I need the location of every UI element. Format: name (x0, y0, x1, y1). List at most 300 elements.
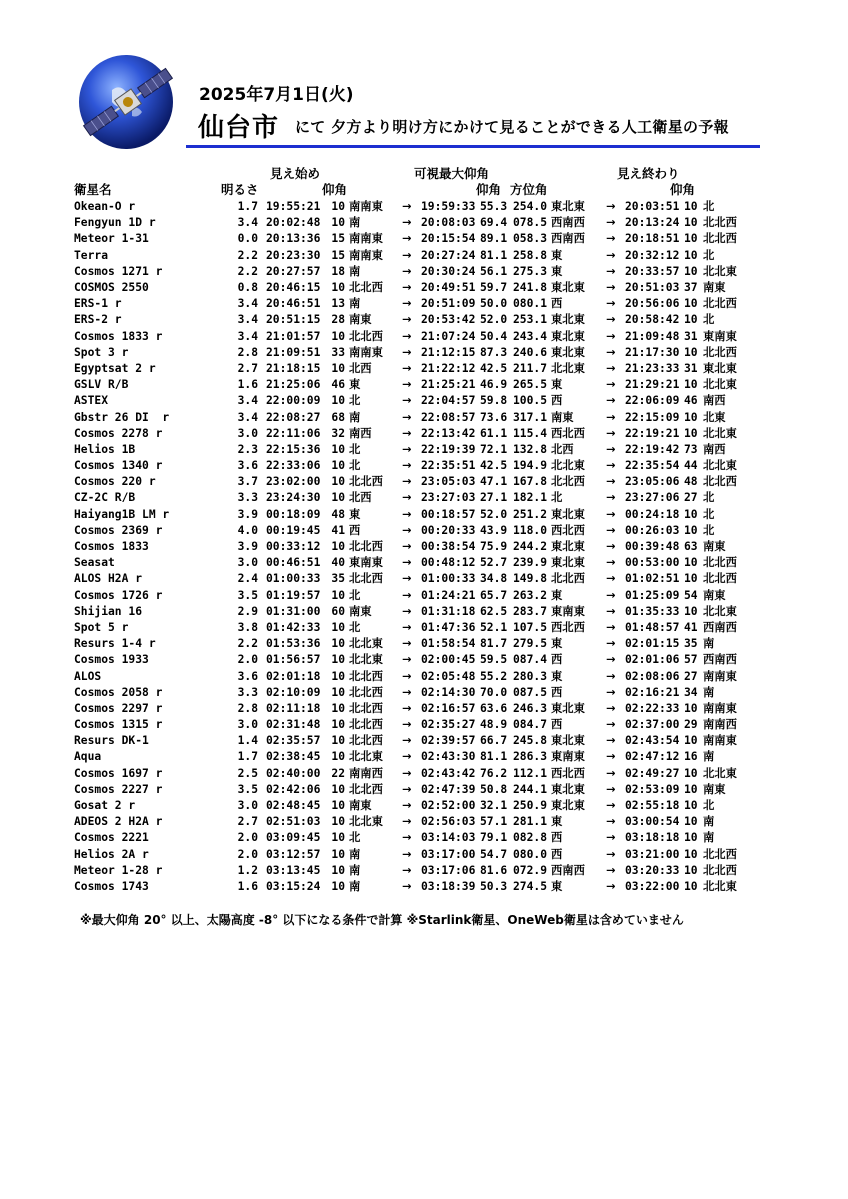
end-time: 23:27:06 (625, 491, 680, 505)
table-row (74, 361, 763, 377)
start-elevation: 10 (331, 459, 345, 473)
end-elevation: 16 (684, 750, 698, 764)
end-time: 20:56:06 (625, 297, 680, 311)
start-elevation: 10 (331, 620, 345, 634)
table-row (74, 766, 763, 782)
max-time: 20:15:54 (421, 232, 476, 246)
start-time: 01:56:57 (266, 653, 321, 667)
arrow-2: → (606, 734, 616, 748)
magnitude: 0.0 (237, 232, 258, 246)
start-direction: 北西 (349, 491, 372, 505)
max-time: 20:49:51 (421, 281, 476, 295)
city-name: 仙台市 (198, 113, 280, 143)
max-azimuth: 250.9 (513, 799, 548, 813)
end-time: 22:35:54 (625, 459, 680, 473)
end-direction: 北北西 (703, 556, 737, 570)
max-elevation: 59.8 (480, 394, 508, 408)
arrow-1: → (402, 604, 412, 618)
arrow-2: → (606, 378, 616, 392)
end-time: 21:29:21 (625, 378, 680, 392)
arrow-2: → (606, 329, 616, 343)
start-time: 22:33:06 (266, 459, 321, 473)
magnitude: 1.7 (237, 750, 258, 764)
max-direction: 東南東 (551, 604, 585, 618)
max-azimuth: 317.1 (513, 410, 548, 424)
max-time: 00:38:54 (421, 540, 476, 554)
max-direction: 東北東 (551, 782, 585, 796)
max-time: 20:30:24 (421, 264, 476, 278)
arrow-1: → (402, 507, 412, 521)
end-time: 20:58:42 (625, 313, 680, 327)
arrow-2: → (606, 410, 616, 424)
arrow-2: → (606, 523, 616, 537)
magnitude: 2.8 (237, 701, 258, 715)
arrow-1: → (402, 361, 412, 375)
start-direction: 南南東 (349, 345, 383, 359)
end-direction: 北北西 (703, 216, 737, 230)
end-direction: 南東 (703, 782, 726, 796)
magnitude: 3.4 (237, 410, 258, 424)
start-elevation: 48 (331, 507, 345, 521)
end-elevation: 57 (684, 653, 698, 667)
end-direction: 南西 (703, 394, 726, 408)
end-time: 20:03:51 (625, 200, 680, 214)
max-elevation: 75.9 (480, 540, 508, 554)
end-direction: 西南西 (703, 620, 737, 634)
start-elevation: 41 (331, 523, 345, 537)
table-row (74, 474, 763, 490)
start-time: 21:09:51 (266, 345, 321, 359)
max-time: 22:13:42 (421, 426, 476, 440)
start-time: 00:19:45 (266, 523, 321, 537)
arrow-2: → (606, 361, 616, 375)
max-elevation: 47.1 (480, 475, 508, 489)
start-direction: 南南東 (349, 200, 383, 214)
start-elevation: 22 (331, 766, 345, 780)
end-elevation: 44 (684, 459, 698, 473)
table-row (74, 248, 763, 264)
end-elevation: 10 (684, 200, 698, 214)
max-direction: 北北西 (551, 475, 585, 489)
arrow-1: → (402, 750, 412, 764)
start-time: 02:10:09 (266, 685, 321, 699)
max-azimuth: 239.9 (513, 556, 548, 570)
start-time: 01:19:57 (266, 588, 321, 602)
magnitude: 2.0 (237, 831, 258, 845)
start-elevation: 10 (331, 718, 345, 732)
max-elevation: 42.5 (480, 361, 508, 375)
start-time: 02:11:18 (266, 701, 321, 715)
table-row (74, 879, 763, 895)
satellite-name: Cosmos 2221 (74, 831, 149, 845)
end-direction: 北 (703, 507, 715, 521)
end-time: 22:06:09 (625, 394, 680, 408)
start-time: 23:02:00 (266, 475, 321, 489)
start-elevation: 10 (331, 653, 345, 667)
max-direction: 東 (551, 879, 563, 893)
max-direction: 東北東 (551, 556, 585, 570)
magnitude: 2.4 (237, 572, 258, 586)
start-direction: 北北東 (349, 815, 383, 829)
satellite-name: Cosmos 2369 r (74, 523, 163, 537)
end-elevation: 10 (684, 701, 698, 715)
header-group-end: 見え終わり (617, 166, 680, 181)
arrow-2: → (606, 815, 616, 829)
start-elevation: 10 (331, 669, 345, 683)
end-time: 20:18:51 (625, 232, 680, 246)
max-azimuth: 243.4 (513, 329, 548, 343)
start-time: 02:01:18 (266, 669, 321, 683)
start-elevation: 28 (331, 313, 345, 327)
max-azimuth: 080.0 (513, 847, 548, 861)
satellite-name: ALOS H2A r (74, 572, 143, 586)
max-direction: 東北東 (551, 701, 585, 715)
start-direction: 北北東 (349, 653, 383, 667)
max-time: 22:35:51 (421, 459, 476, 473)
arrow-1: → (402, 847, 412, 861)
start-direction: 北 (349, 831, 361, 845)
magnitude: 3.3 (237, 685, 258, 699)
arrow-2: → (606, 863, 616, 877)
start-time: 02:42:06 (266, 782, 321, 796)
end-elevation: 29 (684, 718, 698, 732)
table-row (74, 215, 763, 231)
max-direction: 東 (551, 378, 563, 392)
magnitude: 3.6 (237, 459, 258, 473)
end-direction: 西南西 (703, 653, 737, 667)
max-azimuth: 100.5 (513, 394, 548, 408)
end-elevation: 48 (684, 475, 698, 489)
arrow-2: → (606, 766, 616, 780)
max-azimuth: 245.8 (513, 734, 548, 748)
max-azimuth: 281.1 (513, 815, 548, 829)
end-direction: 東南東 (703, 329, 737, 343)
max-elevation: 34.8 (480, 572, 508, 586)
end-direction: 北北西 (703, 863, 737, 877)
end-direction: 南 (703, 637, 715, 651)
arrow-1: → (402, 410, 412, 424)
table-row (74, 701, 763, 717)
arrow-2: → (606, 572, 616, 586)
max-elevation: 52.0 (480, 313, 508, 327)
max-direction: 東 (551, 588, 563, 602)
table-row (74, 620, 763, 636)
start-elevation: 10 (331, 394, 345, 408)
arrow-2: → (606, 313, 616, 327)
max-elevation: 43.9 (480, 523, 508, 537)
magnitude: 1.2 (237, 863, 258, 877)
end-time: 02:22:33 (625, 701, 680, 715)
start-direction: 南 (349, 879, 361, 893)
table-row (74, 733, 763, 749)
max-direction: 東北東 (551, 345, 585, 359)
arrow-1: → (402, 297, 412, 311)
max-time: 19:59:33 (421, 200, 476, 214)
arrow-2: → (606, 604, 616, 618)
start-time: 21:25:06 (266, 378, 321, 392)
satellite-name: CZ-2C R/B (74, 491, 136, 505)
start-elevation: 10 (331, 815, 345, 829)
magnitude: 3.6 (237, 669, 258, 683)
table-row (74, 847, 763, 863)
header-magnitude: 明るさ (221, 182, 259, 197)
header-start-elevation: 仰角 (322, 182, 348, 197)
satellite-name: Resurs DK-1 (74, 734, 149, 748)
start-time: 00:46:51 (266, 556, 321, 570)
end-direction: 北 (703, 200, 715, 214)
max-azimuth: 087.4 (513, 653, 548, 667)
start-elevation: 15 (331, 248, 345, 262)
magnitude: 2.9 (237, 604, 258, 618)
start-elevation: 46 (331, 378, 345, 392)
max-direction: 東 (551, 248, 563, 262)
start-time: 03:09:45 (266, 831, 321, 845)
max-direction: 西北西 (551, 426, 585, 440)
arrow-2: → (606, 831, 616, 845)
start-elevation: 10 (331, 216, 345, 230)
start-time: 03:15:24 (266, 879, 321, 893)
start-direction: 北 (349, 459, 361, 473)
max-elevation: 55.3 (480, 200, 508, 214)
start-direction: 南 (349, 216, 361, 230)
max-azimuth: 263.2 (513, 588, 548, 602)
satellite-name: Helios 1B (74, 442, 136, 456)
end-direction: 南 (703, 815, 715, 829)
magnitude: 3.9 (237, 540, 258, 554)
magnitude: 2.3 (237, 442, 258, 456)
satellite-name: Gbstr 26 DI r (74, 410, 170, 424)
end-direction: 北北東 (703, 766, 737, 780)
table-row (74, 798, 763, 814)
max-elevation: 56.1 (480, 264, 508, 278)
end-time: 03:20:33 (625, 863, 680, 877)
max-elevation: 81.1 (480, 248, 508, 262)
end-elevation: 31 (684, 329, 698, 343)
start-elevation: 13 (331, 297, 345, 311)
satellite-name: Cosmos 2227 r (74, 782, 163, 796)
table-row (74, 555, 763, 571)
max-time: 03:14:03 (421, 831, 476, 845)
start-elevation: 10 (331, 540, 345, 554)
start-direction: 南東 (349, 313, 372, 327)
max-direction: 西 (551, 718, 563, 732)
max-time: 01:47:36 (421, 620, 476, 634)
max-azimuth: 194.9 (513, 459, 548, 473)
max-azimuth: 286.3 (513, 750, 548, 764)
end-time: 00:39:48 (625, 540, 680, 554)
table-row (74, 442, 763, 458)
max-elevation: 81.7 (480, 637, 508, 651)
max-direction: 南東 (551, 410, 574, 424)
end-time: 01:25:09 (625, 588, 680, 602)
end-elevation: 10 (684, 378, 698, 392)
start-direction: 南西 (349, 426, 372, 440)
max-direction: 西北西 (551, 523, 585, 537)
start-direction: 北 (349, 394, 361, 408)
max-azimuth: 115.4 (513, 426, 548, 440)
max-azimuth: 251.2 (513, 507, 548, 521)
end-elevation: 37 (684, 281, 698, 295)
arrow-2: → (606, 459, 616, 473)
start-direction: 北北西 (349, 572, 383, 586)
end-elevation: 10 (684, 297, 698, 311)
satellite-name: GSLV R/B (74, 378, 129, 392)
satellite-name: Spot 5 r (74, 620, 129, 634)
satellite-name: Okean-O r (74, 200, 136, 214)
end-time: 02:01:06 (625, 653, 680, 667)
start-direction: 東南東 (349, 556, 383, 570)
arrow-1: → (402, 637, 412, 651)
max-elevation: 72.1 (480, 442, 508, 456)
satellite-name: Fengyun 1D r (74, 216, 156, 230)
arrow-1: → (402, 378, 412, 392)
end-elevation: 10 (684, 847, 698, 861)
max-time: 01:58:54 (421, 637, 476, 651)
max-direction: 西 (551, 653, 563, 667)
max-direction: 北西 (551, 442, 574, 456)
table-row (74, 312, 763, 328)
end-elevation: 27 (684, 491, 698, 505)
arrow-2: → (606, 442, 616, 456)
max-direction: 東北東 (551, 734, 585, 748)
table-row (74, 668, 763, 684)
start-direction: 北北西 (349, 281, 383, 295)
magnitude: 2.2 (237, 264, 258, 278)
arrow-2: → (606, 669, 616, 683)
satellite-name: ADEOS 2 H2A r (74, 815, 163, 829)
arrow-2: → (606, 540, 616, 554)
max-azimuth: 240.6 (513, 345, 548, 359)
end-time: 01:48:57 (625, 620, 680, 634)
end-elevation: 10 (684, 766, 698, 780)
arrow-1: → (402, 345, 412, 359)
max-elevation: 50.3 (480, 879, 508, 893)
max-time: 01:31:18 (421, 604, 476, 618)
table-row (74, 685, 763, 701)
max-time: 02:00:45 (421, 653, 476, 667)
end-time: 03:22:00 (625, 879, 680, 893)
max-azimuth: 080.1 (513, 297, 548, 311)
satellite-name: Meteor 1-28 r (74, 863, 163, 877)
max-direction: 東 (551, 669, 563, 683)
start-time: 23:24:30 (266, 491, 321, 505)
satellite-name: ERS-2 r (74, 313, 122, 327)
arrow-1: → (402, 491, 412, 505)
table-row (74, 814, 763, 830)
end-elevation: 10 (684, 799, 698, 813)
magnitude: 3.4 (237, 329, 258, 343)
start-elevation: 10 (331, 750, 345, 764)
arrow-2: → (606, 264, 616, 278)
start-elevation: 60 (331, 604, 345, 618)
title-underline (186, 145, 760, 148)
end-time: 03:18:18 (625, 831, 680, 845)
arrow-1: → (402, 459, 412, 473)
end-direction: 南南東 (703, 669, 737, 683)
arrow-2: → (606, 297, 616, 311)
table-row (74, 507, 763, 523)
satellite-name: Cosmos 1271 r (74, 264, 163, 278)
start-elevation: 10 (331, 329, 345, 343)
max-azimuth: 211.7 (513, 361, 548, 375)
max-time: 02:43:42 (421, 766, 476, 780)
end-elevation: 10 (684, 264, 698, 278)
end-direction: 北 (703, 523, 715, 537)
max-azimuth: 112.1 (513, 766, 548, 780)
satellite-name: Cosmos 1833 (74, 540, 149, 554)
arrow-1: → (402, 653, 412, 667)
end-direction: 北北西 (703, 345, 737, 359)
satellite-earth-icon (72, 50, 184, 155)
end-elevation: 41 (684, 620, 698, 634)
max-direction: 西北西 (551, 620, 585, 634)
max-direction: 東 (551, 637, 563, 651)
start-direction: 北北西 (349, 782, 383, 796)
end-time: 02:55:18 (625, 799, 680, 813)
start-elevation: 10 (331, 701, 345, 715)
end-time: 20:33:57 (625, 264, 680, 278)
magnitude: 3.7 (237, 475, 258, 489)
start-time: 02:35:57 (266, 734, 321, 748)
start-direction: 北北西 (349, 475, 383, 489)
start-time: 22:08:27 (266, 410, 321, 424)
magnitude: 3.4 (237, 216, 258, 230)
max-time: 20:53:42 (421, 313, 476, 327)
end-elevation: 10 (684, 345, 698, 359)
header-group-max: 可視最大仰角 (414, 166, 490, 181)
table-row (74, 296, 763, 312)
start-direction: 北 (349, 442, 361, 456)
max-azimuth: 265.5 (513, 378, 548, 392)
max-direction: 東北東 (551, 799, 585, 813)
magnitude: 3.8 (237, 620, 258, 634)
start-direction: 北北東 (349, 750, 383, 764)
end-time: 03:21:00 (625, 847, 680, 861)
end-direction: 北北西 (703, 297, 737, 311)
arrow-2: → (606, 281, 616, 295)
start-elevation: 10 (331, 491, 345, 505)
arrow-1: → (402, 216, 412, 230)
header-group-start: 見え始め (270, 166, 321, 181)
arrow-1: → (402, 442, 412, 456)
max-elevation: 89.1 (480, 232, 508, 246)
start-elevation: 15 (331, 232, 345, 246)
arrow-1: → (402, 879, 412, 893)
max-time: 00:20:33 (421, 523, 476, 537)
max-time: 01:00:33 (421, 572, 476, 586)
end-direction: 北 (703, 799, 715, 813)
end-time: 01:02:51 (625, 572, 680, 586)
start-time: 21:01:57 (266, 329, 321, 343)
max-direction: 東北東 (551, 507, 585, 521)
arrow-1: → (402, 572, 412, 586)
start-direction: 南 (349, 410, 361, 424)
arrow-1: → (402, 281, 412, 295)
max-azimuth: 132.8 (513, 442, 548, 456)
max-elevation: 52.1 (480, 620, 508, 634)
table-row (74, 636, 763, 652)
max-azimuth: 087.5 (513, 685, 548, 699)
magnitude: 2.5 (237, 766, 258, 780)
arrow-2: → (606, 750, 616, 764)
end-elevation: 10 (684, 734, 698, 748)
start-elevation: 10 (331, 361, 345, 375)
end-direction: 北北東 (703, 879, 737, 893)
max-time: 23:05:03 (421, 475, 476, 489)
table-row (74, 539, 763, 555)
table-row (74, 409, 763, 425)
max-direction: 西 (551, 831, 563, 845)
